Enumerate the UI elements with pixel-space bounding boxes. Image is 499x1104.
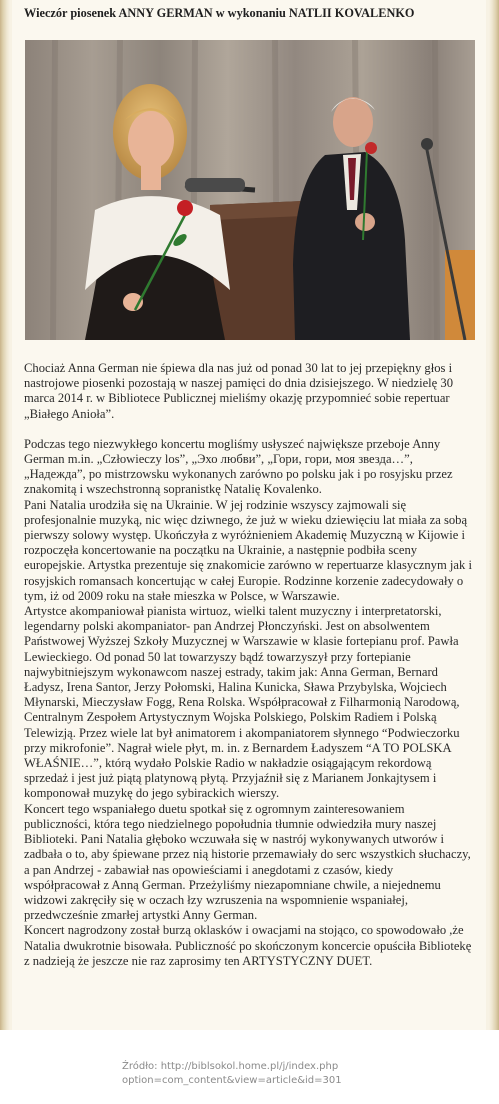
intro-paragraph: Chociaż Anna German nie śpiewa dla nas już od ponad 30 lat to jej przepiękny głos i nastrojowe piosenki pozostają w naszej pamięci do dnia dzisiejszego. W niedzielę 30 marca 2014 r. w Bibliotece Publicznej mieliśmy okazję przypomnieć sobie repertuar „Białego Anioła”. <box>24 361 453 421</box>
source-caption <box>122 1060 482 1088</box>
paragraph-spacer <box>24 422 472 437</box>
pianist-paragraph: Artystce akompaniował pianista wirtuoz, wielki talent muzyczny i interpretatorski, legendarny polski akompaniator- pan Andrzej Płonczyński. Jest on absolwentem Państwowej Wyższej Szkoły Muzycznej w Warszawie w klasie fortepianu prof. Pawła Lewieckiego. Od ponad 50 lat towarzyszy bądź towarzyszył przy fortepianie najwybitniejszym wykonawcom naszej estrady, takim jak: Anna German, Bernard Ładysz, Irena Santor, Jerzy Połomski, Halina Kunicka, Sława Przybylska, Wojciech Młynarski, Mieczysław Fogg, Rena Rolska. Współpracował z Filharmonią Narodową, Centralnym Zespołem Artystycznym Wojska Polskiego, Polskim Radiem i Polską Telewizją. Przez wiele lat był animatorem i akompaniatorem słynnego “Podwieczorku przy mikrofonie”. Nagrał wiele płyt, m. in. z Bernardem Ładyszem “A TO POLSKA WŁAŚNIE…”, którą wydało Polskie Radio w nakładzie osiągającym rekordową sprzedaż i jest już piątą platynową płytą. Przyjaźnił się z Marianem Jonkajtysem i komponował muzykę do jego sybirackich wierszy. <box>24 604 460 801</box>
concert-photo <box>25 40 475 340</box>
source-line-1: Źródło: http://biblsokol.home.pl/j/index.php <box>122 1061 339 1072</box>
article-title: Wieczór piosenek ANNY GERMAN w wykonaniu NATLII KOVALENKO <box>24 6 415 20</box>
article-body <box>24 361 472 969</box>
concert-paragraph: Podczas tego niezwykłego koncertu mogliśmy usłyszeć największe przeboje Anny German m.in. „Człowieczy los”, „Эхо любви”, „Гори, гори, моя звезда…”, „Надежда”, po mistrzowsku wykonanych zarówno po polsku jak i po rosyjsku przez znakomitą i wszechstronną sopranistkę Natalię Kovalenko. <box>24 436 453 497</box>
singer-paragraph: Pani Natalia urodziła się na Ukrainie. W jej rodzinie wszyscy zajmowali się profesjonalnie muzyką, nic więc dziwnego, że już w wieku dziewięciu lat miała za sobą pierwszy solowy występ. Ukończyła z wyróżnieniem Akademię Muzyczną w Kijowie i rozpoczęła koncertowanie na początku na Ukrainie, a następnie podbiła sceny europejskie. Artystka prezentuje się znakomicie zarówno w repertuarze klasycznym jak i rosyjskich romansach koncertując w całej Europie. Rodzinne korzenie zadecydowały o tym, iż od 2009 roku na stałe mieszka w Polsce, w Warszawie. <box>24 497 472 603</box>
source-line-2: option=com_content&view=article&id=301 <box>122 1075 342 1086</box>
audience-paragraph: Koncert tego wspaniałego duetu spotkał się z ogromnym zainteresowaniem publiczności, która tego niedzielnego popołudnia tłumnie odwiedziła mury naszej Biblioteki. Pani Natalia głęboko wczuwała się w nastrój wykonywanych utworów i zadbała o to, aby śpiewane przez nią historie przemawiały do serc wszystkich słuchaczy, a pan Andrzej - zabawiał nas opowieściami i anegdotami z czasów, kiedy współpracował z Anną German. Przeżyliśmy niezapomniane chwile, a niejednemu widzowi zakręciły się w oczach łzy wzruszenia na wspomnienie wspaniałej, przedwcześnie zmarłej artystki Anny German. <box>24 801 471 923</box>
closing-paragraph: Koncert nagrodzony został burzą oklasków i owacjami na stojąco, co spowodowało ,że Natalia dwukrotnie bisowała. Publiczność po skończonym koncercie opuściła Bibliotekę z nadzieją że jeszcze nie raz zaprosimy ten ARTYSTYCZNY DUET. <box>24 923 472 968</box>
